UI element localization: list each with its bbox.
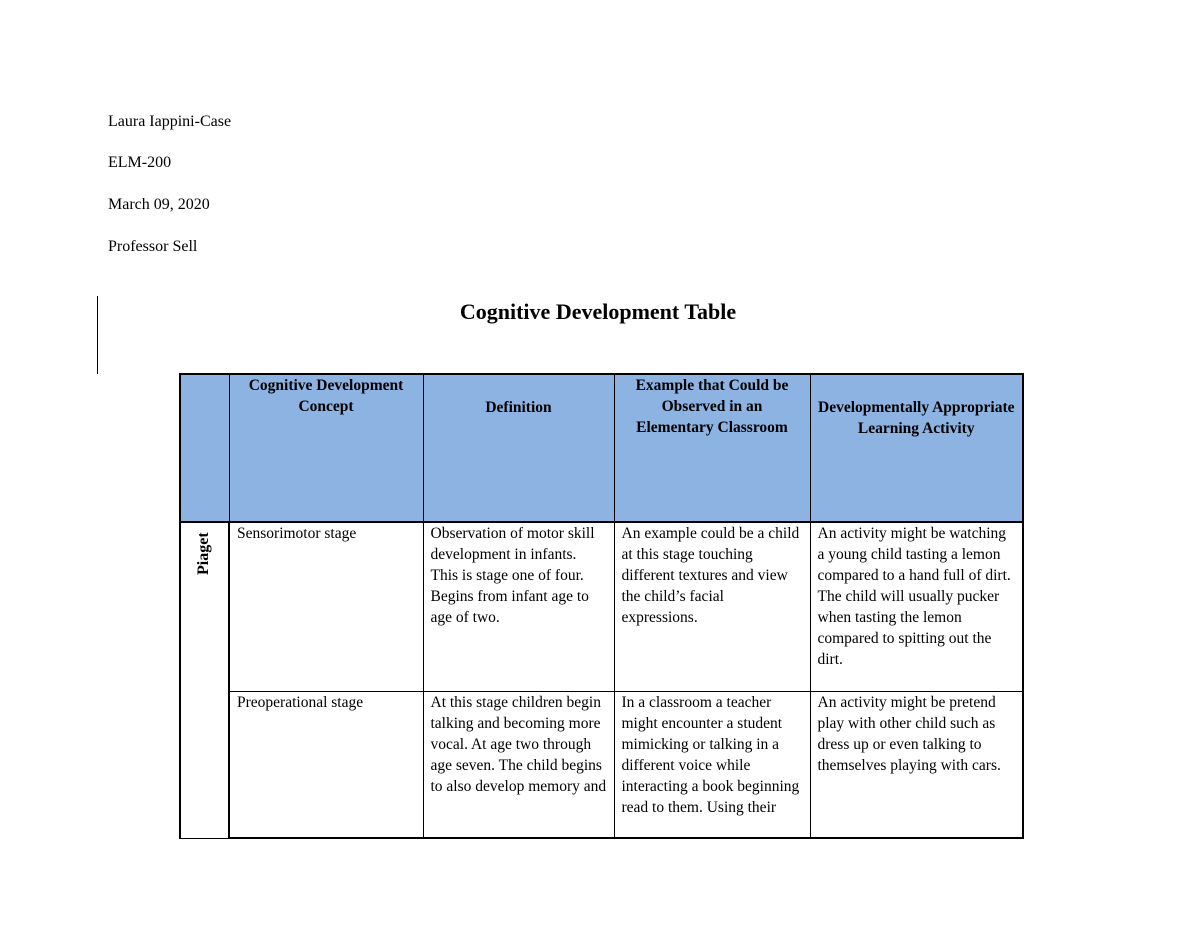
theorist-cell [180,522,229,838]
professor-name: Professor Sell [108,238,198,255]
header-concept: Cognitive Development Concept [229,374,423,522]
activity-cell: An activity might be watching a young child tasting a lemon compared to a hand full of dirt. The child will usually pucker when tasting the lemon compared to spitting out the dirt. [810,522,1023,692]
concept-cell: Sensorimotor stage [229,522,423,692]
author-name: Laura Iappini-Case [108,113,232,130]
definition-cell: At this stage children begin talking and becoming more vocal. At age two through age seven. The child begins to also develop memory and [423,692,614,839]
header-definition: Definition [423,374,614,522]
document-date: March 09, 2020 [108,196,210,213]
definition-cell: Observation of motor skill development in infants. This is stage one of four. Begins from infant age to age of two. [423,522,614,692]
table-row [180,522,1023,692]
table-row [180,692,1023,839]
table-header-row [180,374,1023,522]
cognitive-development-table [179,373,1024,839]
header-activity: Developmentally Appropriate Learning Activity [810,374,1023,522]
header-example: Example that Could be Observed in an Elementary Classroom [614,374,810,522]
example-cell: In a classroom a teacher might encounter a student mimicking or talking in a different voice while interacting a book beginning read to them. Using their [614,692,810,839]
example-cell: An example could be a child at this stage touching different textures and view the child’s facial expressions. [614,522,810,692]
activity-cell: An activity might be pretend play with other child such as dress up or even talking to themselves playing with cars. [810,692,1023,839]
course-code: ELM-200 [108,154,172,171]
concept-cell: Preoperational stage [229,692,423,839]
document-title: Cognitive Development Table [459,299,737,324]
theorist-label: Piaget [195,532,212,575]
header-blank-cell [180,374,229,522]
